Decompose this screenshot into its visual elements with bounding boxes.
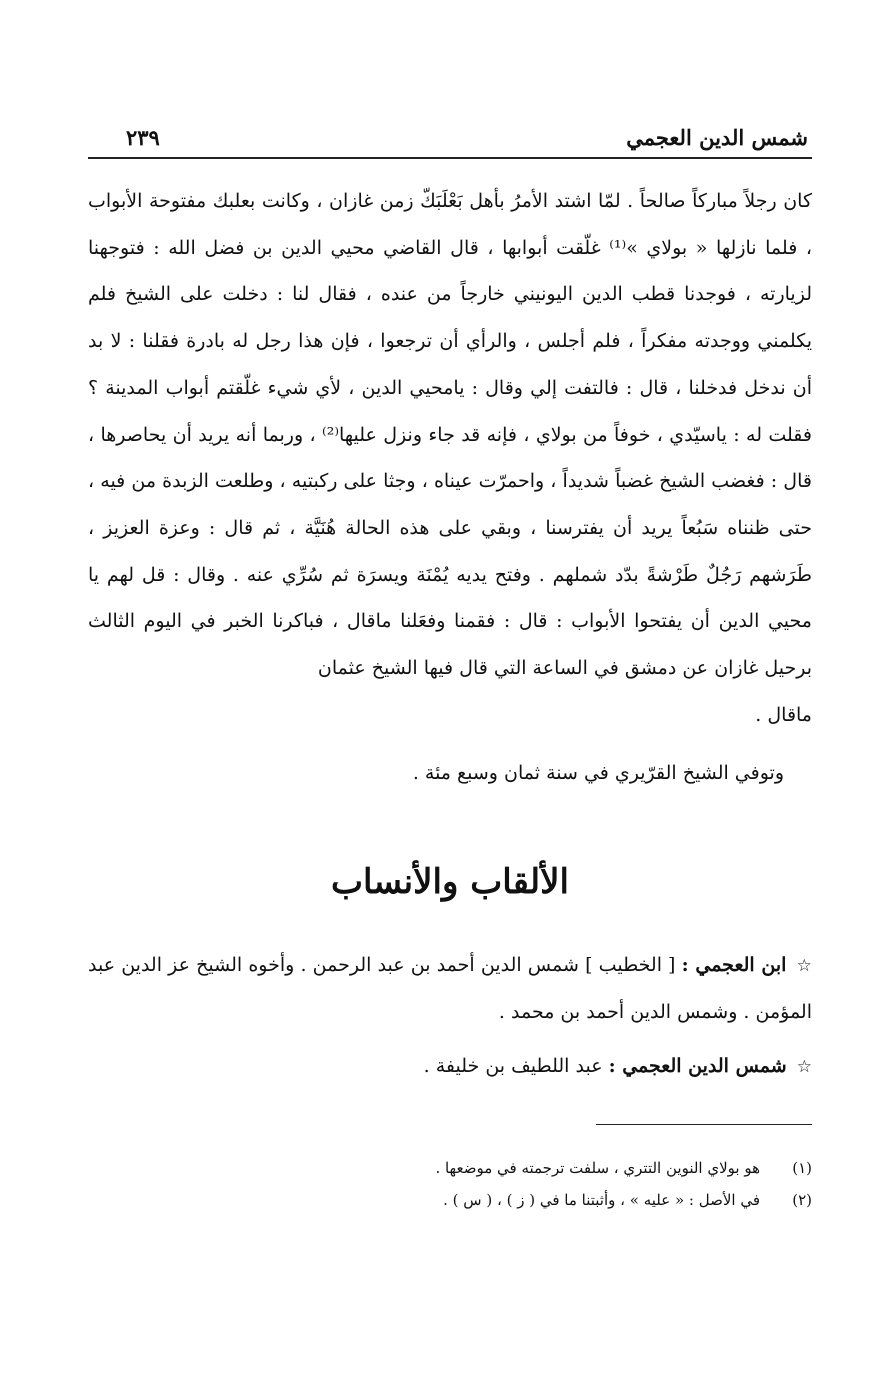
- entry-term: شمس الدين العجمي :: [608, 1055, 787, 1077]
- footnote-number: (٢): [792, 1191, 812, 1209]
- body-text: [88, 178, 812, 797]
- footnote-item: [88, 1184, 812, 1216]
- entry-text: عبد اللطيف بن خليفة .: [423, 1055, 603, 1077]
- running-title: شمس الدين العجمي: [626, 125, 808, 150]
- page-number: ٢٣٩: [126, 125, 160, 150]
- entry-term: ابن العجمي :: [681, 954, 787, 976]
- section-heading: الألقاب والأنساب: [330, 862, 570, 902]
- main-paragraph-end: ماقال .: [755, 703, 812, 726]
- entry-text: [ الخطيب ] شمس الدين أحمد بن عبد الرحمن . وأخوه الشيخ عز الدين عبد المؤمن . وشمس الدين أحمد بن محمد .: [88, 954, 812, 1023]
- page-header: [88, 117, 812, 159]
- footnotes: [88, 1152, 812, 1216]
- footnote-number: (١): [792, 1159, 812, 1177]
- main-paragraph: كان رجلاً مباركاً صالحاً . لمّا اشتد الأمرُ بأهل بَعْلَبَكّ زمن غازان ، وكانت بعلبك مفتوحة الأبواب ، فلما نازلها « بولاي »⁽¹⁾ غلّقت أبوابها ، قال القاضي محيي الدين بن فضل الله : فتوجهنا لزيارته ، فوجدنا قطب الدين اليونيني خارجاً من عنده ، فقال لنا : دخلت على الشيخ فلم يكلمني ووجدته مفكراً ، فلم أجلس ، والرأي أن ترجعوا ، فإن هذا رجل له بادرة فقلنا : لا بد أن ندخل فدخلنا ، قال : فالتفت إلي وقال : يامحيي الدين ، لأي شيء غلّقتم أبواب المدينة ؟ فقلت له : ياسيّدي ، خوفاً من بولاي ، فإنه قد جاء ونزل عليها⁽²⁾ ، وربما أنه يريد أن يحاصرها ، قال : فغضب الشيخ غضباً شديداً ، واحمرّت عيناه ، وجثا على ركبتيه ، وطلعت الزبدة من فيه ، حتى ظنناه سَبُعاً يريد أن يفترسنا ، وبقي على هذه الحالة هُنَيَّة ، ثم قال : وعزة العزيز ، طَرَشهم رَجُلٌ طَرْشةً بدّد شملهم . وفتح يديه يُمْنَة ويسرَة ثم سُرِّي عنه . وقال : قل لهم يا محيي الدين أن يفتحوا الأبواب : قال : فقمنا وفعَلنا ماقال ، فباكرنا الخبر في اليوم الثالث برحيل غازان عن دمشق في الساعة التي قال فيها الشيخ عثمان: [88, 190, 812, 680]
- star-icon: ☆: [796, 956, 812, 976]
- list-item: [88, 1043, 812, 1090]
- star-icon: ☆: [796, 1057, 812, 1077]
- entries-list: [88, 942, 812, 1098]
- footnote-item: [88, 1152, 812, 1184]
- list-item: [88, 942, 812, 1035]
- footnote-divider: [596, 1124, 812, 1125]
- footnote-text: في الأصل : « عليه » ، وأثبتنا ما في ( ز ) ، ( س ) .: [443, 1191, 760, 1209]
- death-note: وتوفي الشيخ القرّيري في سنة ثمان وسبع مئة .: [412, 762, 784, 785]
- footnote-text: هو بولاي النوين التتري ، سلفت ترجمته في موضعها .: [435, 1159, 760, 1177]
